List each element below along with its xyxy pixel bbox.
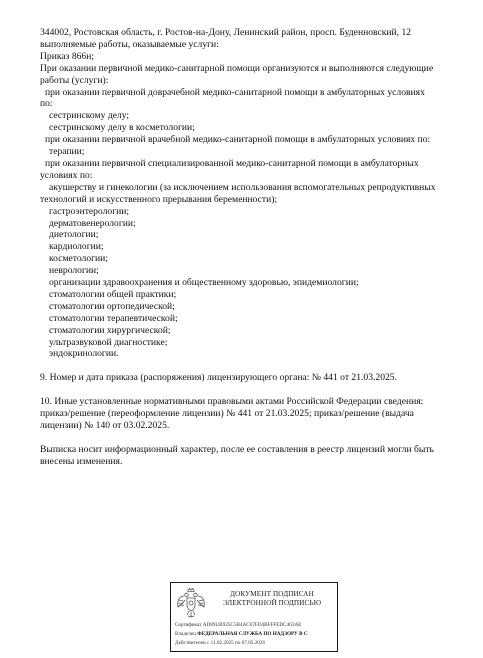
signature-title <box>211 590 333 608</box>
document-text-line: внесены изменения. <box>40 455 123 467</box>
document-text-line: при оказании первичной доврачебной медико-санитарной помощи в амбулаторных условиях <box>45 86 425 98</box>
document-text-line: стоматологии терапевтической; <box>49 312 178 324</box>
document-text-line: 10. Иные установленные нормативными правовыми актами Российской Федерации сведения: <box>40 396 424 408</box>
document-body <box>40 27 465 468</box>
document-text-line: При оказании первичной медико-санитарной помощи организуются и выполняются следующие <box>40 62 434 74</box>
document-text-line: Выписка носит информационный характер, после ее составления в реестр лицензий могли быть <box>40 444 434 455</box>
document-text-line: терапии; <box>49 146 85 158</box>
document-text-line: по: <box>40 98 53 110</box>
document-text-line: 344002, Ростовская область, г. Ростов-на-Дону, Ленинский район, просп. Буденновский, 12 <box>40 27 412 38</box>
paragraph-gap <box>40 360 465 372</box>
paragraph-gap <box>40 384 465 396</box>
document-text-line: выполняемые работы, оказываемые услуги: <box>40 38 219 50</box>
document-text-line: эндокринологии. <box>49 348 119 360</box>
electronic-signature-stamp <box>170 582 338 652</box>
certificate-line <box>175 621 335 630</box>
document-text-line: Приказ 866н; <box>40 50 95 62</box>
owner-label: Владелец <box>175 631 196 637</box>
document-text-line: при оказании первичной врачебной медико-санитарной помощи в амбулаторных условиях по: <box>45 134 431 146</box>
document-text-line: сестринскому делу в косметологии; <box>49 122 195 134</box>
signature-title-line2: ЭЛЕКТРОННОЙ ПОДПИСЬЮ <box>222 599 322 607</box>
document-text-line: сестринскому делу; <box>49 110 130 122</box>
owner-line <box>175 630 335 639</box>
document-text-line: при оказании первичной специализированной медико-санитарной помощи в амбулаторных <box>45 157 419 169</box>
signature-title-line1: ДОКУМЕНТ ПОДПИСАН <box>230 590 314 598</box>
document-text-line: стоматологии ортопедической; <box>49 300 175 312</box>
document-text-line: лицензии) № 140 от 03.02.2025. <box>40 420 170 432</box>
document-text-line: стоматологии хирургической; <box>49 324 171 336</box>
russian-coat-of-arms-icon <box>175 587 207 619</box>
signature-details <box>175 621 335 648</box>
document-text-line: гастроэнтерологии; <box>49 205 130 217</box>
document-text-line: неврологии; <box>49 265 99 277</box>
document-text-line: косметологии; <box>49 253 108 265</box>
certificate-value: AD89UB925C5B4AC67FD4BFFFEDC463AE <box>202 622 302 628</box>
validity-line: Действителен с 11.02.2025 по 07.05.2026 <box>175 640 266 646</box>
document-text-line: ультразвуковой диагностике; <box>49 336 168 348</box>
document-text-line: стоматологии общей практики; <box>49 288 177 300</box>
document-text-line: 9. Номер и дата приказа (распоряжения) лицензирующего органа: № 441 от 21.03.2025. <box>40 372 397 384</box>
owner-value: ФЕДЕРАЛЬНАЯ СЛУЖБА ПО НАДЗОРУ В С <box>197 631 308 637</box>
document-text-line: акушерству и гинекологии (за исключением использования вспомогательных репродуктивных <box>49 181 436 193</box>
document-text-line: приказ/решение (переоформление лицензии) № 441 от 21.03.2025; приказ/решение (выдача <box>40 408 414 420</box>
document-text-line: технологий и искусственного прерывания беременности); <box>40 193 278 205</box>
document-text-line: дерматовенерологии; <box>49 217 136 229</box>
document-text-line: условиях по: <box>40 169 93 181</box>
document-text-line: работы (услуги): <box>40 74 109 86</box>
certificate-label: Сертификат <box>175 622 202 628</box>
document-text-line: кардиологии; <box>49 241 104 253</box>
paragraph-gap <box>40 432 465 444</box>
document-text-line: диетологии; <box>49 229 99 241</box>
document-text-line: организации здравоохранения и общественному здоровью, эпидемиологии; <box>49 277 359 289</box>
